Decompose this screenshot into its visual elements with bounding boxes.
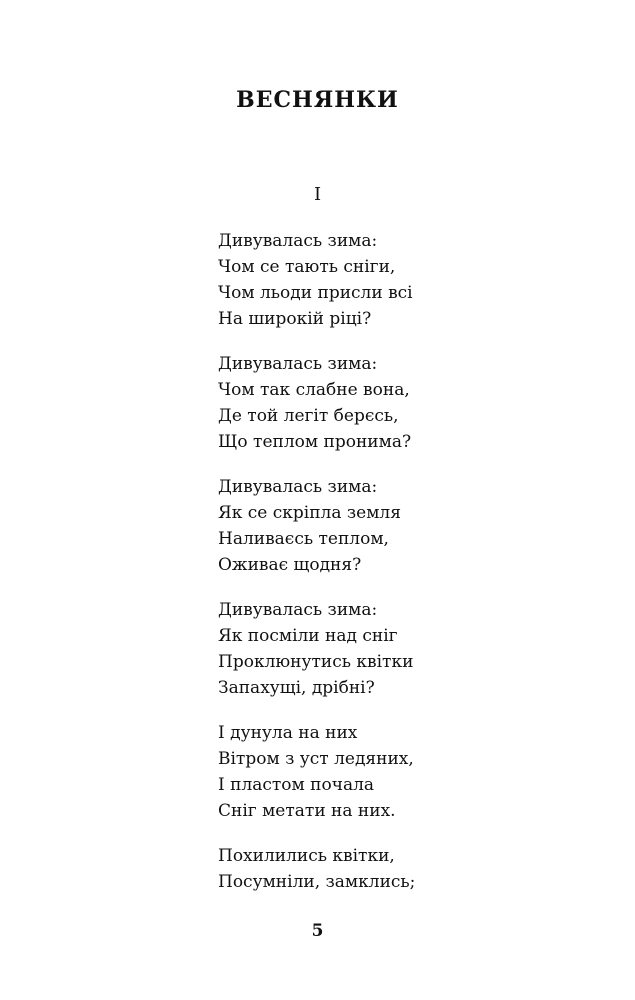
poem-line: Де той легіт берєсь, [218, 406, 399, 426]
poem-line: Дивувалась зима: [218, 600, 378, 620]
poem-line: Чом так слабне вона, [218, 380, 410, 400]
stanza-5 [218, 720, 598, 824]
poem-line: Як посміли над сніг [218, 626, 398, 646]
poem-line: Дивувалась зима: [218, 477, 378, 497]
section-number: I [313, 184, 322, 205]
poem-line: Наливаєсь теплом, [218, 529, 389, 549]
poem-line: Дивувалась зима: [218, 354, 378, 374]
poem-line: Вітром з уст ледяних, [218, 749, 414, 769]
poem-line: Що теплом пронима? [218, 432, 412, 452]
poem-line: І дунула на них [218, 723, 358, 743]
stanza-3 [218, 474, 598, 578]
poem-line: Сніг метати на них. [218, 801, 396, 821]
poem-line: На широкій ріці? [218, 309, 372, 329]
poem-line: Проклюнутись квітки [218, 652, 414, 672]
stanza-6 [218, 843, 598, 895]
poem-line: Чом льоди присли всі [218, 283, 413, 303]
stanza-2 [218, 351, 598, 455]
poem [218, 228, 598, 914]
page-number: 5 [311, 921, 324, 941]
poem-line: Запахущі, дрібні? [218, 678, 375, 698]
stanza-4 [218, 597, 598, 701]
stanza-1 [218, 228, 598, 332]
poem-line: Дивувалась зима: [218, 231, 378, 251]
poem-line: Чом се тають сніги, [218, 257, 396, 277]
poem-line: І пластом почала [218, 775, 375, 795]
page-title: ВЕСНЯНКИ [236, 87, 399, 113]
poem-line: Посумніли, замклись; [218, 872, 416, 892]
poem-line: Похилились квітки, [218, 846, 395, 866]
poem-line: Як се скріпла земля [218, 503, 401, 523]
poem-line: Оживає щодня? [218, 555, 362, 575]
